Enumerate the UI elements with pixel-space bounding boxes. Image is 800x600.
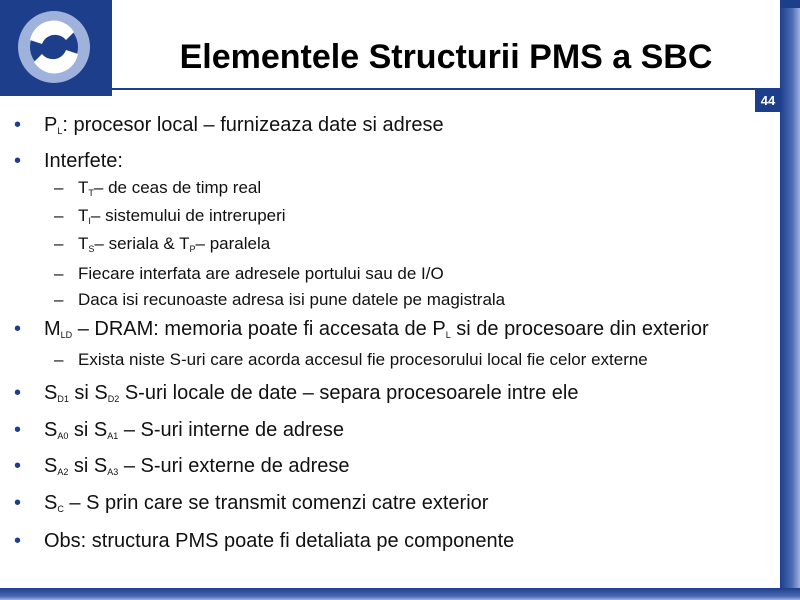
bullet-text: $T_T-$ de ceas de timp real xyxy=(78,178,262,198)
bullet-text: $P_L$: procesor local – furnizeaza date si adrese xyxy=(44,114,444,136)
slide-shadow-bottom xyxy=(0,588,800,600)
bullet-dot-icon: • xyxy=(14,455,22,477)
dash-icon: – xyxy=(54,264,64,283)
bullet-dot-icon: • xyxy=(14,530,22,552)
bullet-item xyxy=(14,382,578,405)
dash-icon: – xyxy=(54,350,64,369)
bullet-text: $S_{A2}$ si $S_{A3} - S-uri$ externe de adrese xyxy=(44,455,350,477)
sub-bullet-item xyxy=(54,234,270,254)
dash-icon: – xyxy=(54,290,64,309)
bullet-dot-icon: • xyxy=(14,114,22,136)
sub-bullet-item xyxy=(54,264,444,284)
logo xyxy=(0,0,112,96)
sub-bullet-item xyxy=(54,206,286,226)
bullet-item xyxy=(14,492,488,515)
page-number: 44 xyxy=(755,88,781,112)
bullet-text: Fiecare interfata are adresele portului sau de I/O xyxy=(78,264,444,283)
sub-bullet-item xyxy=(54,178,261,198)
bullet-dot-icon: • xyxy=(14,318,22,340)
bullet-text: $T_I-$ sistemului de intreruperi xyxy=(78,206,286,226)
bullet-text: Obs: structura PMS poate fi detaliata pe componente xyxy=(44,530,515,552)
sub-bullet-item xyxy=(54,350,648,370)
bullet-item xyxy=(14,419,344,442)
bullet-dot-icon: • xyxy=(14,419,22,441)
bullet-text: Daca isi recunoaste adresa isi pune datele pe magistrala xyxy=(78,290,506,309)
circular-arrows-icon xyxy=(0,0,112,96)
slide-title: Elementele Structurii PMS a SBC xyxy=(179,38,713,76)
bullet-text: Interfete: xyxy=(44,150,123,172)
title-divider xyxy=(0,88,780,90)
bullet-item xyxy=(14,455,350,478)
bullet-item xyxy=(14,150,123,173)
dash-icon: – xyxy=(54,206,64,225)
bullet-text: $S_C$ – S prin care se transmit comenzi catre exterior xyxy=(44,492,489,514)
dash-icon: – xyxy=(54,178,64,197)
dash-icon: – xyxy=(54,234,64,253)
bullet-item xyxy=(14,114,444,137)
bullet-item xyxy=(14,318,709,341)
sub-bullet-item xyxy=(54,290,505,310)
bullet-text: $T_S-$ seriala & $T_P-$ paralela xyxy=(78,234,271,254)
bullet-dot-icon: • xyxy=(14,492,22,514)
bullet-text: Exista niste S-uri care acorda accesul fie procesorului local fie celor externe xyxy=(78,350,648,369)
bullet-dot-icon: • xyxy=(14,150,22,172)
bullet-dot-icon: • xyxy=(14,382,22,404)
bullet-item xyxy=(14,530,514,553)
slide-shadow-right xyxy=(780,8,800,600)
bullet-text: $S_{D1}$ si $S_{D2}$ S-uri locale de date – separa procesoarele intre ele xyxy=(44,382,579,404)
bullet-text: $S_{A0}$ si $S_{A1} - S-uri$ interne de adrese xyxy=(44,419,344,441)
bullet-text: $M_{LD}$ – DRAM: memoria poate fi accesata de $P_L$ si de procesoare din exterior xyxy=(44,318,709,340)
